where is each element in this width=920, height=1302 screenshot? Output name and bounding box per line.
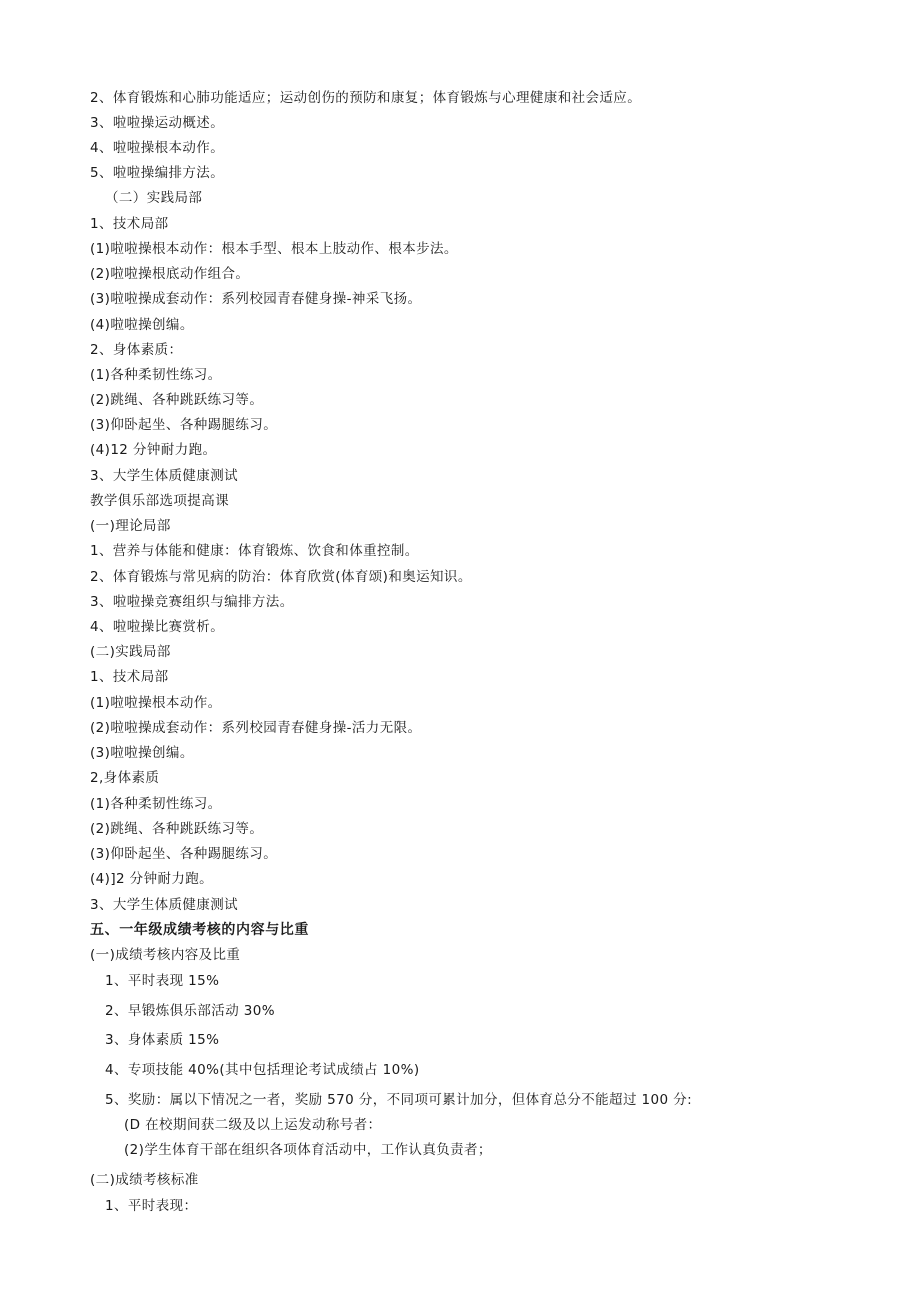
- text-line: 4、啦啦操比赛赏析。: [90, 619, 225, 635]
- text-line: 教学俱乐部选项提高课: [90, 493, 229, 509]
- text-line: 4、专项技能 40%(其中包括理论考试成绩占 10%): [105, 1062, 420, 1078]
- text-line: (D 在校期间获二级及以上运发动称号者：: [124, 1117, 382, 1133]
- text-line: 2,身体素质: [90, 770, 160, 786]
- text-line: (3)仰卧起坐、各种踢腿练习。: [90, 846, 278, 862]
- text-line: (2)啦啦操成套动作：系列校园青春健身操-活力无限。: [90, 720, 422, 736]
- text-line: (1)各种柔韧性练习。: [90, 367, 222, 383]
- text-line: 2、体育锻炼与常见病的防治：体育欣赏(体育颂)和奥运知识。: [90, 569, 472, 585]
- text-line: (4)啦啦操创编。: [90, 317, 194, 333]
- text-line: 2、体育锻炼和心肺功能适应；运动创伤的预防和康复；体育锻炼与心理健康和社会适应。: [90, 90, 642, 106]
- text-line: (1)各种柔韧性练习。: [90, 796, 222, 812]
- text-line: 1、平时表现：: [105, 1198, 198, 1214]
- text-line: (3)啦啦操成套动作：系列校园青春健身操-神采飞扬。: [90, 291, 422, 307]
- text-line: (3)仰卧起坐、各种踢腿练习。: [90, 417, 278, 433]
- text-line: 5、啦啦操编排方法。: [90, 165, 225, 181]
- text-line: (1)啦啦操根本动作：根本手型、根本上肢动作、根本步法。: [90, 241, 458, 257]
- text-line: (2)跳绳、各种跳跃练习等。: [90, 821, 264, 837]
- text-line: (1)啦啦操根本动作。: [90, 695, 222, 711]
- text-line: 4、啦啦操根本动作。: [90, 140, 225, 156]
- section-heading: (二)实践局部: [90, 644, 171, 660]
- text-line: (4)]2 分钟耐力跑。: [90, 871, 214, 887]
- text-line: 2、早锻炼俱乐部活动 30%: [105, 1003, 275, 1019]
- text-line: 2、身体素质：: [90, 342, 183, 358]
- text-line: 1、平时表现 15%: [105, 973, 220, 989]
- text-line: 3、啦啦操竞赛组织与编排方法。: [90, 594, 294, 610]
- text-line: 3、啦啦操运动概述。: [90, 115, 225, 131]
- text-line: (2)学生体育干部在组织各项体育活动中，工作认真负责者；: [124, 1142, 492, 1158]
- text-line: (2)跳绳、各种跳跃练习等。: [90, 392, 264, 408]
- text-line: (2)啦啦操根底动作组合。: [90, 266, 250, 282]
- section-heading: (二)成绩考核标准: [90, 1172, 199, 1188]
- text-line: 1、营养与体能和健康：体育锻炼、饮食和体重控制。: [90, 543, 419, 559]
- section-heading: (一)成绩考核内容及比重: [90, 947, 241, 963]
- text-line: 3、身体素质 15%: [105, 1032, 220, 1048]
- section-heading: （二）实践局部: [105, 190, 203, 206]
- text-line: 3、大学生体质健康测试: [90, 897, 238, 913]
- chapter-heading: 五、一年级成绩考核的内容与比重: [90, 922, 309, 938]
- text-line: (3)啦啦操创编。: [90, 745, 194, 761]
- text-line: 1、技术局部: [90, 216, 169, 232]
- section-heading: (一)理论局部: [90, 518, 171, 534]
- text-line: 5、奖励：属以下情况之一者，奖励 570 分，不同项可累计加分，但体育总分不能超过 100 分:: [105, 1092, 693, 1108]
- text-line: 1、技术局部: [90, 669, 169, 685]
- text-line: 3、大学生体质健康测试: [90, 468, 238, 484]
- text-line: (4)12 分钟耐力跑。: [90, 442, 217, 458]
